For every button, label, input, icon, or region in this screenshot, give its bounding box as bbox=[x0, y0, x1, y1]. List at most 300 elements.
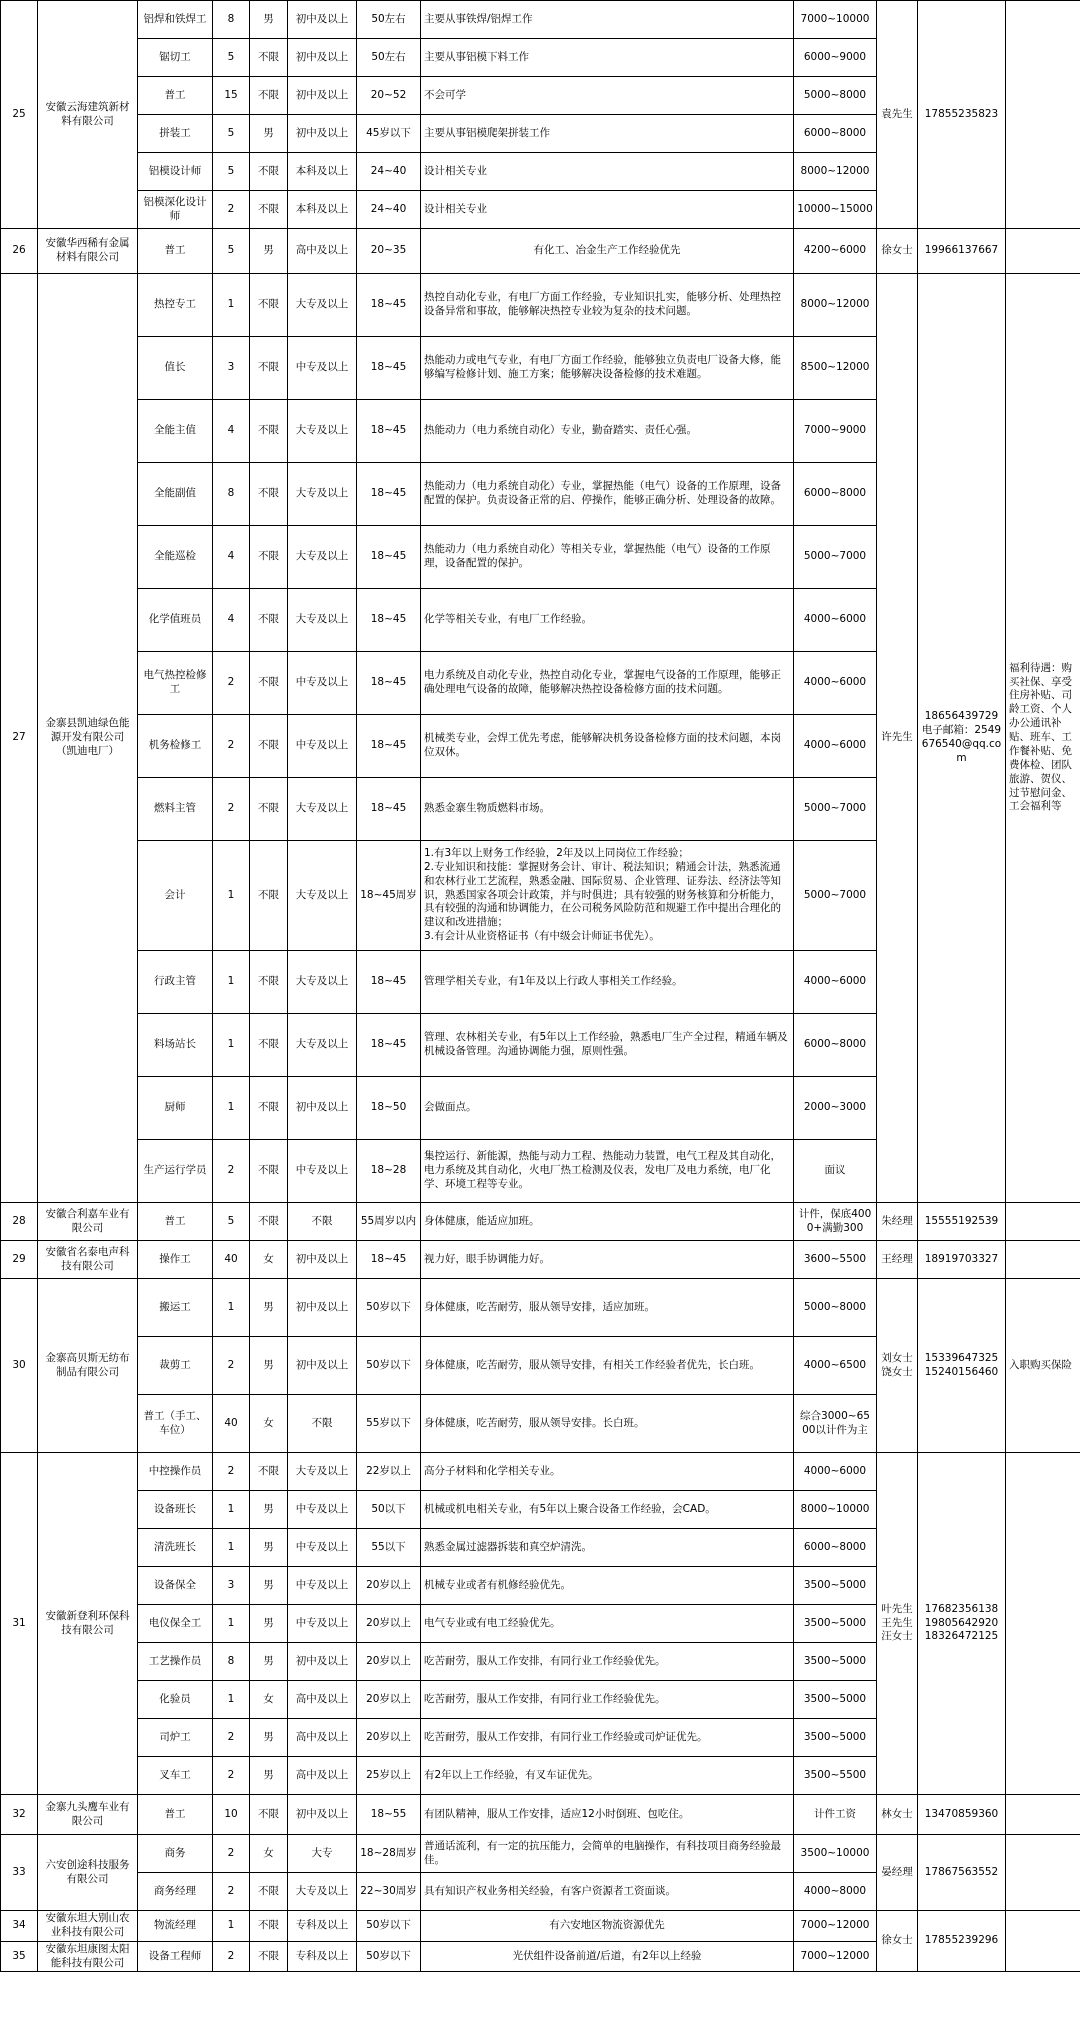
job-requirements: 熟悉金寨生物质燃料市场。 bbox=[421, 778, 794, 841]
job-education: 大专及以上 bbox=[288, 463, 357, 526]
job-age: 50岁以下 bbox=[357, 1337, 421, 1395]
job-education: 不限 bbox=[288, 1395, 357, 1453]
job-title: 普工 bbox=[138, 1795, 213, 1835]
job-age: 24~40 bbox=[357, 191, 421, 229]
job-education: 大专及以上 bbox=[288, 951, 357, 1014]
job-age: 18~45 bbox=[357, 652, 421, 715]
job-headcount: 10 bbox=[213, 1795, 250, 1835]
job-gender: 不限 bbox=[250, 1873, 288, 1911]
job-title: 清洗班长 bbox=[138, 1529, 213, 1567]
job-headcount: 1 bbox=[213, 951, 250, 1014]
contact-phone: 15339647325 15240156460 bbox=[918, 1279, 1006, 1453]
job-requirements: 有化工、冶金生产工作经验优先 bbox=[421, 229, 794, 274]
job-title: 全能副值 bbox=[138, 463, 213, 526]
job-headcount: 5 bbox=[213, 229, 250, 274]
job-age: 55周岁以内 bbox=[357, 1203, 421, 1241]
job-gender: 男 bbox=[250, 115, 288, 153]
job-education: 大专及以上 bbox=[288, 841, 357, 951]
job-gender: 男 bbox=[250, 1605, 288, 1643]
company-number: 34 bbox=[1, 1911, 38, 1942]
job-title: 普工 bbox=[138, 1203, 213, 1241]
job-salary: 4200~6000 bbox=[794, 229, 877, 274]
job-gender: 不限 bbox=[250, 77, 288, 115]
benefits: 入职购买保险 bbox=[1006, 1279, 1080, 1453]
job-headcount: 1 bbox=[213, 1911, 250, 1942]
job-requirements: 不会可学 bbox=[421, 77, 794, 115]
job-education: 初中及以上 bbox=[288, 1643, 357, 1681]
job-requirements: 会做面点。 bbox=[421, 1077, 794, 1140]
job-gender: 男 bbox=[250, 229, 288, 274]
company-number: 35 bbox=[1, 1941, 38, 1972]
job-gender: 不限 bbox=[250, 153, 288, 191]
job-salary: 3600~5500 bbox=[794, 1241, 877, 1279]
job-requirements: 吃苦耐劳，服从工作安排，有同行业工作经验优先。 bbox=[421, 1681, 794, 1719]
benefits bbox=[1006, 1911, 1080, 1972]
company-number: 29 bbox=[1, 1241, 38, 1279]
job-age: 18~45 bbox=[357, 526, 421, 589]
job-age: 18~45周岁 bbox=[357, 841, 421, 951]
job-age: 20~52 bbox=[357, 77, 421, 115]
company-name: 金寨高贝斯无纺布制品有限公司 bbox=[38, 1279, 138, 1453]
job-education: 中专及以上 bbox=[288, 1567, 357, 1605]
job-headcount: 1 bbox=[213, 1279, 250, 1337]
company-number: 32 bbox=[1, 1795, 38, 1835]
job-title: 铝焊和铁焊工 bbox=[138, 1, 213, 39]
job-education: 高中及以上 bbox=[288, 1719, 357, 1757]
company-number: 33 bbox=[1, 1835, 38, 1911]
job-salary: 7000~10000 bbox=[794, 1, 877, 39]
job-salary: 3500~5000 bbox=[794, 1719, 877, 1757]
job-age: 55岁以下 bbox=[357, 1395, 421, 1453]
job-gender: 男 bbox=[250, 1, 288, 39]
job-headcount: 3 bbox=[213, 1567, 250, 1605]
job-gender: 不限 bbox=[250, 191, 288, 229]
job-headcount: 1 bbox=[213, 1529, 250, 1567]
job-requirements: 有2年以上工作经验，有叉车证优先。 bbox=[421, 1757, 794, 1795]
job-requirements: 机械或机电相关专业，有5年以上聚合设备工作经验，会CAD。 bbox=[421, 1491, 794, 1529]
job-education: 初中及以上 bbox=[288, 77, 357, 115]
job-age: 18~45 bbox=[357, 715, 421, 778]
job-age: 18~45 bbox=[357, 951, 421, 1014]
job-salary: 2000~3000 bbox=[794, 1077, 877, 1140]
job-requirements: 设计相关专业 bbox=[421, 153, 794, 191]
job-education: 初中及以上 bbox=[288, 39, 357, 77]
job-education: 大专及以上 bbox=[288, 1453, 357, 1491]
job-salary: 10000~15000 bbox=[794, 191, 877, 229]
job-age: 18~45 bbox=[357, 778, 421, 841]
job-headcount: 2 bbox=[213, 191, 250, 229]
contact-phone: 18656439729 电子邮箱：2549676540@qq.com bbox=[918, 274, 1006, 1203]
job-salary: 6000~8000 bbox=[794, 1014, 877, 1077]
benefits bbox=[1006, 1203, 1080, 1241]
job-requirements: 设计相关专业 bbox=[421, 191, 794, 229]
company-number: 27 bbox=[1, 274, 38, 1203]
job-salary: 6000~8000 bbox=[794, 115, 877, 153]
contact-person: 徐女士 bbox=[877, 1911, 918, 1972]
job-age: 18~45 bbox=[357, 1241, 421, 1279]
contact-person: 朱经理 bbox=[877, 1203, 918, 1241]
job-title: 化学值班员 bbox=[138, 589, 213, 652]
job-age: 18~50 bbox=[357, 1077, 421, 1140]
table-row bbox=[1, 1835, 1080, 1873]
job-education: 中专及以上 bbox=[288, 1529, 357, 1567]
job-education: 大专及以上 bbox=[288, 1873, 357, 1911]
job-education: 本科及以上 bbox=[288, 191, 357, 229]
job-age: 20岁以上 bbox=[357, 1605, 421, 1643]
job-title: 铝模设计师 bbox=[138, 153, 213, 191]
job-gender: 男 bbox=[250, 1279, 288, 1337]
company-name: 金寨县凯迪绿色能源开发有限公司（凯迪电厂） bbox=[38, 274, 138, 1203]
job-education: 专科及以上 bbox=[288, 1941, 357, 1972]
contact-phone: 13470859360 bbox=[918, 1795, 1006, 1835]
job-salary: 5000~8000 bbox=[794, 1279, 877, 1337]
job-headcount: 5 bbox=[213, 115, 250, 153]
job-headcount: 8 bbox=[213, 1643, 250, 1681]
job-age: 20岁以上 bbox=[357, 1567, 421, 1605]
job-salary: 3500~5000 bbox=[794, 1643, 877, 1681]
job-title: 全能巡检 bbox=[138, 526, 213, 589]
job-headcount: 3 bbox=[213, 337, 250, 400]
job-salary: 3500~5000 bbox=[794, 1605, 877, 1643]
table-row bbox=[1, 1795, 1080, 1835]
company-name: 金寨九头鹰车业有限公司 bbox=[38, 1795, 138, 1835]
job-requirements: 普通话流利，有一定的抗压能力，会简单的电脑操作，有科技项目商务经验最佳。 bbox=[421, 1835, 794, 1873]
job-education: 高中及以上 bbox=[288, 1757, 357, 1795]
table-row bbox=[1, 229, 1080, 274]
job-salary: 4000~6000 bbox=[794, 1453, 877, 1491]
job-title: 热控专工 bbox=[138, 274, 213, 337]
job-age: 25岁以上 bbox=[357, 1757, 421, 1795]
job-age: 50左右 bbox=[357, 1, 421, 39]
company-name: 六安创途科技服务有限公司 bbox=[38, 1835, 138, 1911]
company-number: 30 bbox=[1, 1279, 38, 1453]
job-education: 中专及以上 bbox=[288, 1605, 357, 1643]
job-headcount: 1 bbox=[213, 1681, 250, 1719]
job-gender: 不限 bbox=[250, 589, 288, 652]
job-headcount: 40 bbox=[213, 1241, 250, 1279]
job-title: 设备保全 bbox=[138, 1567, 213, 1605]
job-title: 设备工程师 bbox=[138, 1941, 213, 1972]
job-salary: 8000~10000 bbox=[794, 1491, 877, 1529]
contact-person: 袁先生 bbox=[877, 1, 918, 229]
company-name: 安徽东坦康图太阳能科技有限公司 bbox=[38, 1941, 138, 1972]
company-name: 安徽省名泰电声科技有限公司 bbox=[38, 1241, 138, 1279]
job-headcount: 5 bbox=[213, 1203, 250, 1241]
job-title: 拼装工 bbox=[138, 115, 213, 153]
job-gender: 男 bbox=[250, 1567, 288, 1605]
job-gender: 不限 bbox=[250, 652, 288, 715]
job-age: 18~45 bbox=[357, 463, 421, 526]
job-title: 叉车工 bbox=[138, 1757, 213, 1795]
job-headcount: 4 bbox=[213, 400, 250, 463]
job-gender: 不限 bbox=[250, 1014, 288, 1077]
job-age: 50岁以下 bbox=[357, 1941, 421, 1972]
job-age: 20岁以上 bbox=[357, 1681, 421, 1719]
job-education: 中专及以上 bbox=[288, 337, 357, 400]
job-education: 大专 bbox=[288, 1835, 357, 1873]
company-number: 28 bbox=[1, 1203, 38, 1241]
job-age: 20岁以上 bbox=[357, 1719, 421, 1757]
job-headcount: 2 bbox=[213, 1140, 250, 1203]
job-salary: 3500~5500 bbox=[794, 1757, 877, 1795]
job-age: 20岁以上 bbox=[357, 1643, 421, 1681]
job-salary: 8000~12000 bbox=[794, 274, 877, 337]
job-title: 锯切工 bbox=[138, 39, 213, 77]
job-gender: 男 bbox=[250, 1491, 288, 1529]
job-headcount: 40 bbox=[213, 1395, 250, 1453]
job-education: 大专及以上 bbox=[288, 400, 357, 463]
job-salary: 4000~6000 bbox=[794, 652, 877, 715]
job-age: 24~40 bbox=[357, 153, 421, 191]
job-headcount: 1 bbox=[213, 1014, 250, 1077]
table-row bbox=[1, 1279, 1080, 1337]
job-title: 普工 bbox=[138, 229, 213, 274]
job-salary: 面议 bbox=[794, 1140, 877, 1203]
job-title: 物流经理 bbox=[138, 1911, 213, 1942]
job-headcount: 2 bbox=[213, 1941, 250, 1972]
job-salary: 3500~5000 bbox=[794, 1681, 877, 1719]
job-headcount: 4 bbox=[213, 589, 250, 652]
job-title: 铝模深化设计师 bbox=[138, 191, 213, 229]
job-salary: 6000~8000 bbox=[794, 1529, 877, 1567]
job-title: 电气热控检修工 bbox=[138, 652, 213, 715]
job-requirements: 主要从事铝模下料工作 bbox=[421, 39, 794, 77]
table-row bbox=[1, 1241, 1080, 1279]
job-education: 初中及以上 bbox=[288, 1279, 357, 1337]
contact-person: 刘女士 饶女士 bbox=[877, 1279, 918, 1453]
job-age: 50以下 bbox=[357, 1491, 421, 1529]
job-requirements: 熟悉金属过滤器拆装和真空炉清洗。 bbox=[421, 1529, 794, 1567]
job-age: 45岁以下 bbox=[357, 115, 421, 153]
job-education: 初中及以上 bbox=[288, 1795, 357, 1835]
contact-person: 晏经理 bbox=[877, 1835, 918, 1911]
job-gender: 不限 bbox=[250, 1140, 288, 1203]
job-requirements: 光伏组件设备前道/后道，有2年以上经验 bbox=[421, 1941, 794, 1972]
job-requirements: 主要从事铝模爬架拼装工作 bbox=[421, 115, 794, 153]
job-education: 初中及以上 bbox=[288, 1337, 357, 1395]
job-requirements: 管理、农林相关专业，有5年以上工作经验，熟悉电厂生产全过程，精通车辆及机械设备管理。沟通协调能力强，原则性强。 bbox=[421, 1014, 794, 1077]
job-headcount: 1 bbox=[213, 1491, 250, 1529]
job-requirements: 热能动力（电力系统自动化）专业，勤奋踏实、责任心强。 bbox=[421, 400, 794, 463]
job-gender: 女 bbox=[250, 1395, 288, 1453]
job-salary: 5000~7000 bbox=[794, 526, 877, 589]
job-age: 18~45 bbox=[357, 1014, 421, 1077]
job-requirements: 热能动力或电气专业，有电厂方面工作经验，能够独立负责电厂设备大修，能够编写检修计划、施工方案；能够解决设备检修的技术难题。 bbox=[421, 337, 794, 400]
job-title: 生产运行学员 bbox=[138, 1140, 213, 1203]
job-title: 工艺操作员 bbox=[138, 1643, 213, 1681]
job-age: 50岁以下 bbox=[357, 1279, 421, 1337]
job-age: 20~35 bbox=[357, 229, 421, 274]
job-title: 中控操作员 bbox=[138, 1453, 213, 1491]
contact-phone: 15555192539 bbox=[918, 1203, 1006, 1241]
contact-person: 王经理 bbox=[877, 1241, 918, 1279]
contact-person: 许先生 bbox=[877, 274, 918, 1203]
job-education: 大专及以上 bbox=[288, 526, 357, 589]
job-salary: 7000~12000 bbox=[794, 1911, 877, 1942]
job-gender: 不限 bbox=[250, 715, 288, 778]
job-title: 司炉工 bbox=[138, 1719, 213, 1757]
job-age: 55以下 bbox=[357, 1529, 421, 1567]
job-title: 裁剪工 bbox=[138, 1337, 213, 1395]
job-requirements: 热能动力（电力系统自动化）专业，掌握热能（电气）设备的工作原理，设备配置的保护。负责设备正常的启、停操作，能够正确分析、处理设备的故障。 bbox=[421, 463, 794, 526]
job-salary: 4000~6000 bbox=[794, 589, 877, 652]
job-salary: 7000~12000 bbox=[794, 1941, 877, 1972]
job-salary: 5000~8000 bbox=[794, 77, 877, 115]
job-gender: 不限 bbox=[250, 1911, 288, 1942]
company-name: 安徽华西稀有金属材料有限公司 bbox=[38, 229, 138, 274]
job-headcount: 2 bbox=[213, 1453, 250, 1491]
benefits: 福利待遇：购买社保、享受住房补贴、司龄工资、个人办公通讯补贴、班车、工作餐补贴、免费体检、团队旅游、贺仪、过节慰问金、工会福利等 bbox=[1006, 274, 1080, 1203]
job-requirements: 热能动力（电力系统自动化）等相关专业，掌握热能（电气）设备的工作原理，设备配置的保护。 bbox=[421, 526, 794, 589]
job-gender: 男 bbox=[250, 1643, 288, 1681]
job-education: 中专及以上 bbox=[288, 1491, 357, 1529]
job-title: 全能主值 bbox=[138, 400, 213, 463]
job-age: 18~45 bbox=[357, 589, 421, 652]
job-title: 机务检修工 bbox=[138, 715, 213, 778]
contact-person: 徐女士 bbox=[877, 229, 918, 274]
job-education: 大专及以上 bbox=[288, 274, 357, 337]
job-title: 厨师 bbox=[138, 1077, 213, 1140]
job-headcount: 4 bbox=[213, 526, 250, 589]
table-row bbox=[1, 274, 1080, 337]
job-education: 高中及以上 bbox=[288, 1681, 357, 1719]
job-headcount: 1 bbox=[213, 274, 250, 337]
job-headcount: 5 bbox=[213, 39, 250, 77]
job-education: 中专及以上 bbox=[288, 652, 357, 715]
job-salary: 5000~7000 bbox=[794, 778, 877, 841]
job-age: 18~28周岁 bbox=[357, 1835, 421, 1873]
job-requirements: 有六安地区物流资源优先 bbox=[421, 1911, 794, 1942]
job-education: 初中及以上 bbox=[288, 1241, 357, 1279]
job-education: 不限 bbox=[288, 1203, 357, 1241]
contact-phone: 17682356138 19805642920 18326472125 bbox=[918, 1453, 1006, 1795]
job-title: 值长 bbox=[138, 337, 213, 400]
job-title: 搬运工 bbox=[138, 1279, 213, 1337]
contact-phone: 19966137667 bbox=[918, 229, 1006, 274]
job-headcount: 8 bbox=[213, 1, 250, 39]
job-title: 料场站长 bbox=[138, 1014, 213, 1077]
job-requirements: 化学等相关专业，有电厂工作经验。 bbox=[421, 589, 794, 652]
job-requirements: 吃苦耐劳，服从工作安排，有同行业工作经验或司炉证优先。 bbox=[421, 1719, 794, 1757]
job-headcount: 1 bbox=[213, 841, 250, 951]
job-education: 本科及以上 bbox=[288, 153, 357, 191]
job-age: 18~45 bbox=[357, 337, 421, 400]
job-requirements: 身体健康，吃苦耐劳，服从领导安排，适应加班。 bbox=[421, 1279, 794, 1337]
job-salary: 6000~9000 bbox=[794, 39, 877, 77]
job-requirements: 高分子材料和化学相关专业。 bbox=[421, 1453, 794, 1491]
contact-phone: 18919703327 bbox=[918, 1241, 1006, 1279]
job-salary: 4000~8000 bbox=[794, 1873, 877, 1911]
job-gender: 不限 bbox=[250, 400, 288, 463]
job-age: 22~30周岁 bbox=[357, 1873, 421, 1911]
job-gender: 女 bbox=[250, 1681, 288, 1719]
job-gender: 不限 bbox=[250, 778, 288, 841]
job-headcount: 2 bbox=[213, 1757, 250, 1795]
job-requirements: 吃苦耐劳，服从工作安排，有同行业工作经验优先。 bbox=[421, 1643, 794, 1681]
job-education: 初中及以上 bbox=[288, 1, 357, 39]
job-requirements: 管理学相关专业，有1年及以上行政人事相关工作经验。 bbox=[421, 951, 794, 1014]
job-education: 高中及以上 bbox=[288, 229, 357, 274]
job-gender: 不限 bbox=[250, 1203, 288, 1241]
job-education: 初中及以上 bbox=[288, 115, 357, 153]
company-number: 25 bbox=[1, 1, 38, 229]
job-education: 大专及以上 bbox=[288, 778, 357, 841]
job-gender: 女 bbox=[250, 1835, 288, 1873]
job-requirements: 机械类专业，会焊工优先考虑，能够解决机务设备检修方面的技术问题，本岗位双休。 bbox=[421, 715, 794, 778]
job-headcount: 1 bbox=[213, 1077, 250, 1140]
job-salary: 计件工资 bbox=[794, 1795, 877, 1835]
job-education: 大专及以上 bbox=[288, 589, 357, 652]
benefits bbox=[1006, 1241, 1080, 1279]
job-title: 行政主管 bbox=[138, 951, 213, 1014]
company-name: 安徽东坦大别山农业科技有限公司 bbox=[38, 1911, 138, 1942]
job-title: 操作工 bbox=[138, 1241, 213, 1279]
job-requirements: 电力系统及自动化专业，热控自动化专业，掌握电气设备的工作原理，能够正确处理电气设备的故障，能够解决热控设备检修方面的技术问题。 bbox=[421, 652, 794, 715]
job-headcount: 8 bbox=[213, 463, 250, 526]
job-education: 初中及以上 bbox=[288, 1077, 357, 1140]
job-gender: 不限 bbox=[250, 1453, 288, 1491]
job-title: 电仪保全工 bbox=[138, 1605, 213, 1643]
job-requirements: 有团队精神，服从工作安排，适应12小时倒班、包吃住。 bbox=[421, 1795, 794, 1835]
job-education: 中专及以上 bbox=[288, 715, 357, 778]
job-age: 18~45 bbox=[357, 274, 421, 337]
job-salary: 3500~10000 bbox=[794, 1835, 877, 1873]
benefits bbox=[1006, 229, 1080, 274]
job-gender: 男 bbox=[250, 1529, 288, 1567]
job-headcount: 2 bbox=[213, 1719, 250, 1757]
job-gender: 不限 bbox=[250, 337, 288, 400]
contact-phone: 17855235823 bbox=[918, 1, 1006, 229]
job-gender: 男 bbox=[250, 1757, 288, 1795]
table-row bbox=[1, 1911, 1080, 1942]
job-requirements: 电气专业或有电工经验优先。 bbox=[421, 1605, 794, 1643]
job-requirements: 身体健康，吃苦耐劳，服从领导安排。长白班。 bbox=[421, 1395, 794, 1453]
job-salary: 5000~7000 bbox=[794, 841, 877, 951]
company-name: 安徽云海建筑新材料有限公司 bbox=[38, 1, 138, 229]
job-education: 大专及以上 bbox=[288, 1014, 357, 1077]
job-salary: 计件，保底4000+满勤300 bbox=[794, 1203, 877, 1241]
job-salary: 4000~6000 bbox=[794, 951, 877, 1014]
contact-phone: 17867563552 bbox=[918, 1835, 1006, 1911]
job-title: 商务经理 bbox=[138, 1873, 213, 1911]
job-headcount: 2 bbox=[213, 652, 250, 715]
job-gender: 不限 bbox=[250, 951, 288, 1014]
job-requirements: 集控运行、新能源，热能与动力工程、热能动力装置，电气工程及其自动化，电力系统及其自动化，火电厂热工检测及仪表，发电厂及电力系统，电厂化学、环境工程等专业。 bbox=[421, 1140, 794, 1203]
job-gender: 不限 bbox=[250, 1795, 288, 1835]
job-education: 中专及以上 bbox=[288, 1140, 357, 1203]
job-requirements: 身体健康，吃苦耐劳，服从领导安排，有相关工作经验者优先，长白班。 bbox=[421, 1337, 794, 1395]
job-salary: 6000~8000 bbox=[794, 463, 877, 526]
table-row bbox=[1, 1453, 1080, 1491]
job-headcount: 15 bbox=[213, 77, 250, 115]
job-salary: 8500~12000 bbox=[794, 337, 877, 400]
job-salary: 4000~6500 bbox=[794, 1337, 877, 1395]
job-requirements: 视力好，眼手协调能力好。 bbox=[421, 1241, 794, 1279]
job-title: 燃料主管 bbox=[138, 778, 213, 841]
job-headcount: 2 bbox=[213, 1337, 250, 1395]
company-number: 26 bbox=[1, 229, 38, 274]
job-requirements: 身体健康，能适应加班。 bbox=[421, 1203, 794, 1241]
job-headcount: 2 bbox=[213, 1835, 250, 1873]
job-title: 普工 bbox=[138, 77, 213, 115]
job-age: 18~28 bbox=[357, 1140, 421, 1203]
job-age: 50岁以下 bbox=[357, 1911, 421, 1942]
benefits bbox=[1006, 1453, 1080, 1795]
job-requirements: 具有知识产权业务相关经验，有客户资源者工资面谈。 bbox=[421, 1873, 794, 1911]
job-headcount: 1 bbox=[213, 1605, 250, 1643]
job-gender: 不限 bbox=[250, 1941, 288, 1972]
job-salary: 8000~12000 bbox=[794, 153, 877, 191]
